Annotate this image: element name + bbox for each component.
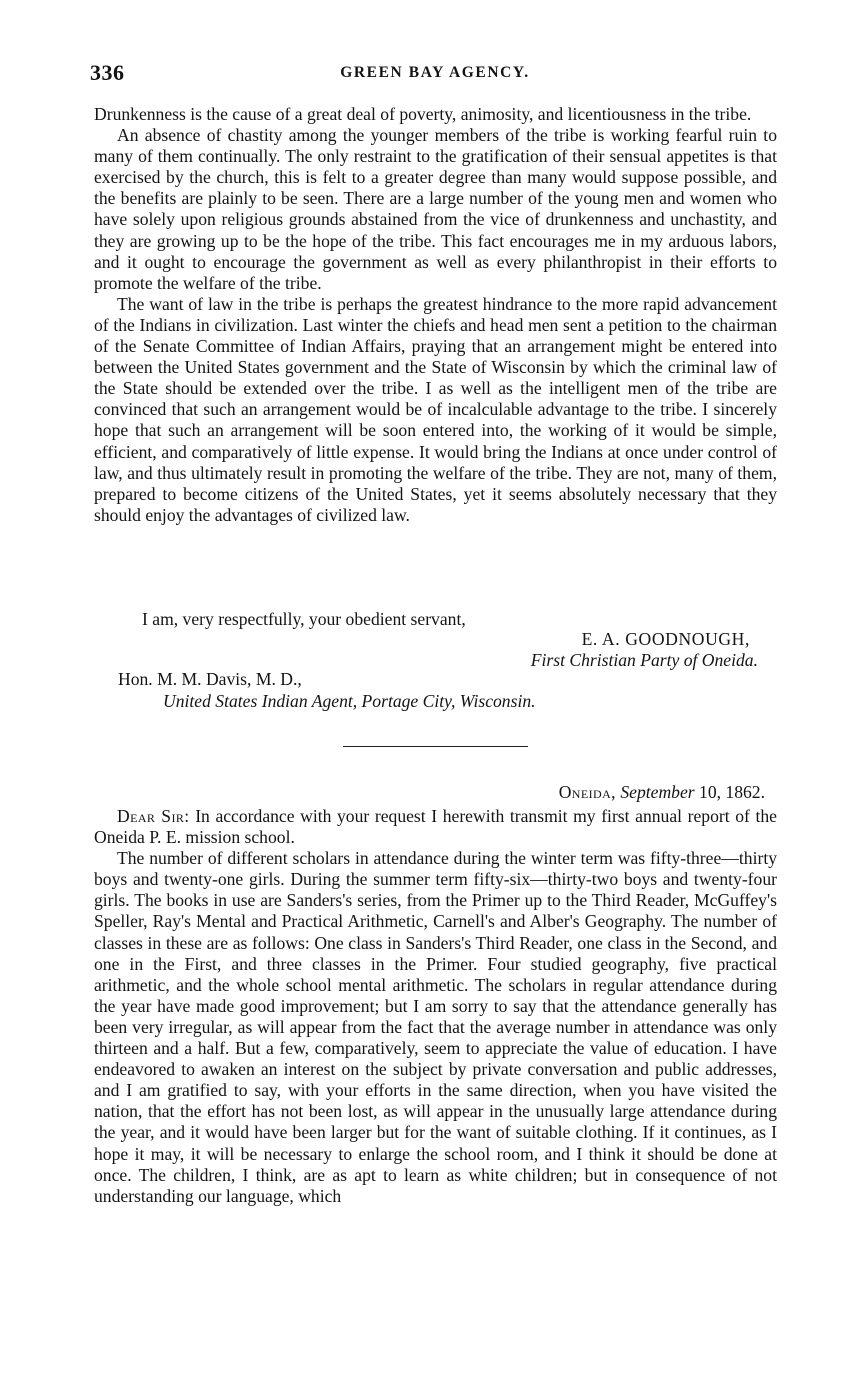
paragraph: An absence of chastity among the younger members of the tribe is working fearful ruin to many of them continually. The only restraint to the gratification of their sensual appetites is that exercised by the church, this is felt to a greater degree than many would suppose possible, and the benefits are plainly to be seen. There are a large number of the young men and women who have solely upon religious grounds abstained from the vice of drunkenness and unchastity, and they are growing up to be the hope of the tribe. This fact encourages me in my arduous labors, and it ought to encourage the government as well as every philanthropist in their efforts to promote the welfare of the tribe. bbox=[94, 125, 777, 293]
section-divider bbox=[343, 746, 528, 747]
addressee-title: United States Indian Agent, Portage City, Wisconsin. bbox=[163, 691, 536, 711]
paragraph: Drunkenness is the cause of a great deal of poverty, animosity, and licentiousness in the tribe. bbox=[94, 104, 752, 124]
paragraph bbox=[94, 806, 777, 848]
page-header bbox=[90, 60, 780, 86]
paragraph: The want of law in the tribe is perhaps the greatest hindrance to the more rapid advancement of the Indians in civilization. Last winter the chiefs and head men sent a petition to the chairman of the Senate Committee of Indian Affairs, praying that an arrangement might be entered into between the United States government and the State of Wisconsin by which the criminal law of the State should be extended over the tribe. I as well as the intelligent men of the tribe are convinced that such an arrangement would be of incalculable advantage to the tribe. I sincerely hope that such an arrangement will be soon entered into, the working of it would be simple, efficient, and comparatively of little expense. It would bring the Indians at once under control of law, and thus ultimately result in promoting the welfare of the tribe. They are not, many of them, prepared to become citizens of the United States, yet it seems absolutely necessary that they should enjoy the advantages of civilized law. bbox=[94, 293, 777, 525]
running-head: GREEN BAY AGENCY. bbox=[340, 64, 530, 81]
addressee-name: Hon. M. M. Davis, M. D., bbox=[118, 669, 302, 689]
salutation: Dear Sir: bbox=[117, 806, 190, 826]
paragraph: The number of different scholars in attendance during the winter term was fifty-three—thirty boys and twenty-one girls. During the summer term fifty-six—thirty-two boys and twenty-four girls. The books in use are Sanders's series, from the Primer up to the Third Reader, McGuffey's Speller, Ray's Mental and Practical Arithmetic, Carnell's and Alber's Geography. The number of classes in these are as follows: One class in Sanders's Third Reader, one class in the Second, and one in the First, and three classes in the Primer. Four studied geography, five practical arithmetic, and the whole school mental arithmetic. The scholars in regular attendance during the year have made good improvement; but I am sorry to say that the attendance generally has been very irregular, as will appear from the fact that the average number in attendance was only thirteen and a half. But a few, comparatively, seem to appreciate the value of education. I have endeavored to awaken an interest on the subject by private conversation and public addresses, and I am gratified to say, with your efforts in the same direction, when you have visited the nation, that the effort has not been lost, as will appear in the unusually large attendance during the year, and it would have been larger but for the want of suitable clothing. If it continues, as I hope it may, it will be necessary to enlarge the school room, and I think it should be done at once. The children, I think, are as apt to learn as white children; but in consequence of not understanding our language, which bbox=[94, 848, 777, 1206]
page-number: 336 bbox=[90, 60, 125, 85]
signature-name: E. A. GOODNOUGH, bbox=[581, 629, 750, 649]
dateline-date: 10, 1862. bbox=[699, 782, 765, 802]
dateline-place: Oneida, bbox=[558, 782, 616, 802]
signature-title: First Christian Party of Oneida. bbox=[530, 650, 758, 670]
letter-body-school-report bbox=[94, 806, 777, 1207]
letter-body-goodnough bbox=[94, 104, 777, 526]
letter-closing: I am, very respectfully, your obedient servant, bbox=[142, 609, 466, 629]
paragraph-text: In accordance with your request I herewith transmit my first annual report of the Oneida P. E. mission school. bbox=[94, 806, 777, 848]
dateline bbox=[559, 782, 765, 803]
dateline-month: September bbox=[620, 782, 695, 802]
